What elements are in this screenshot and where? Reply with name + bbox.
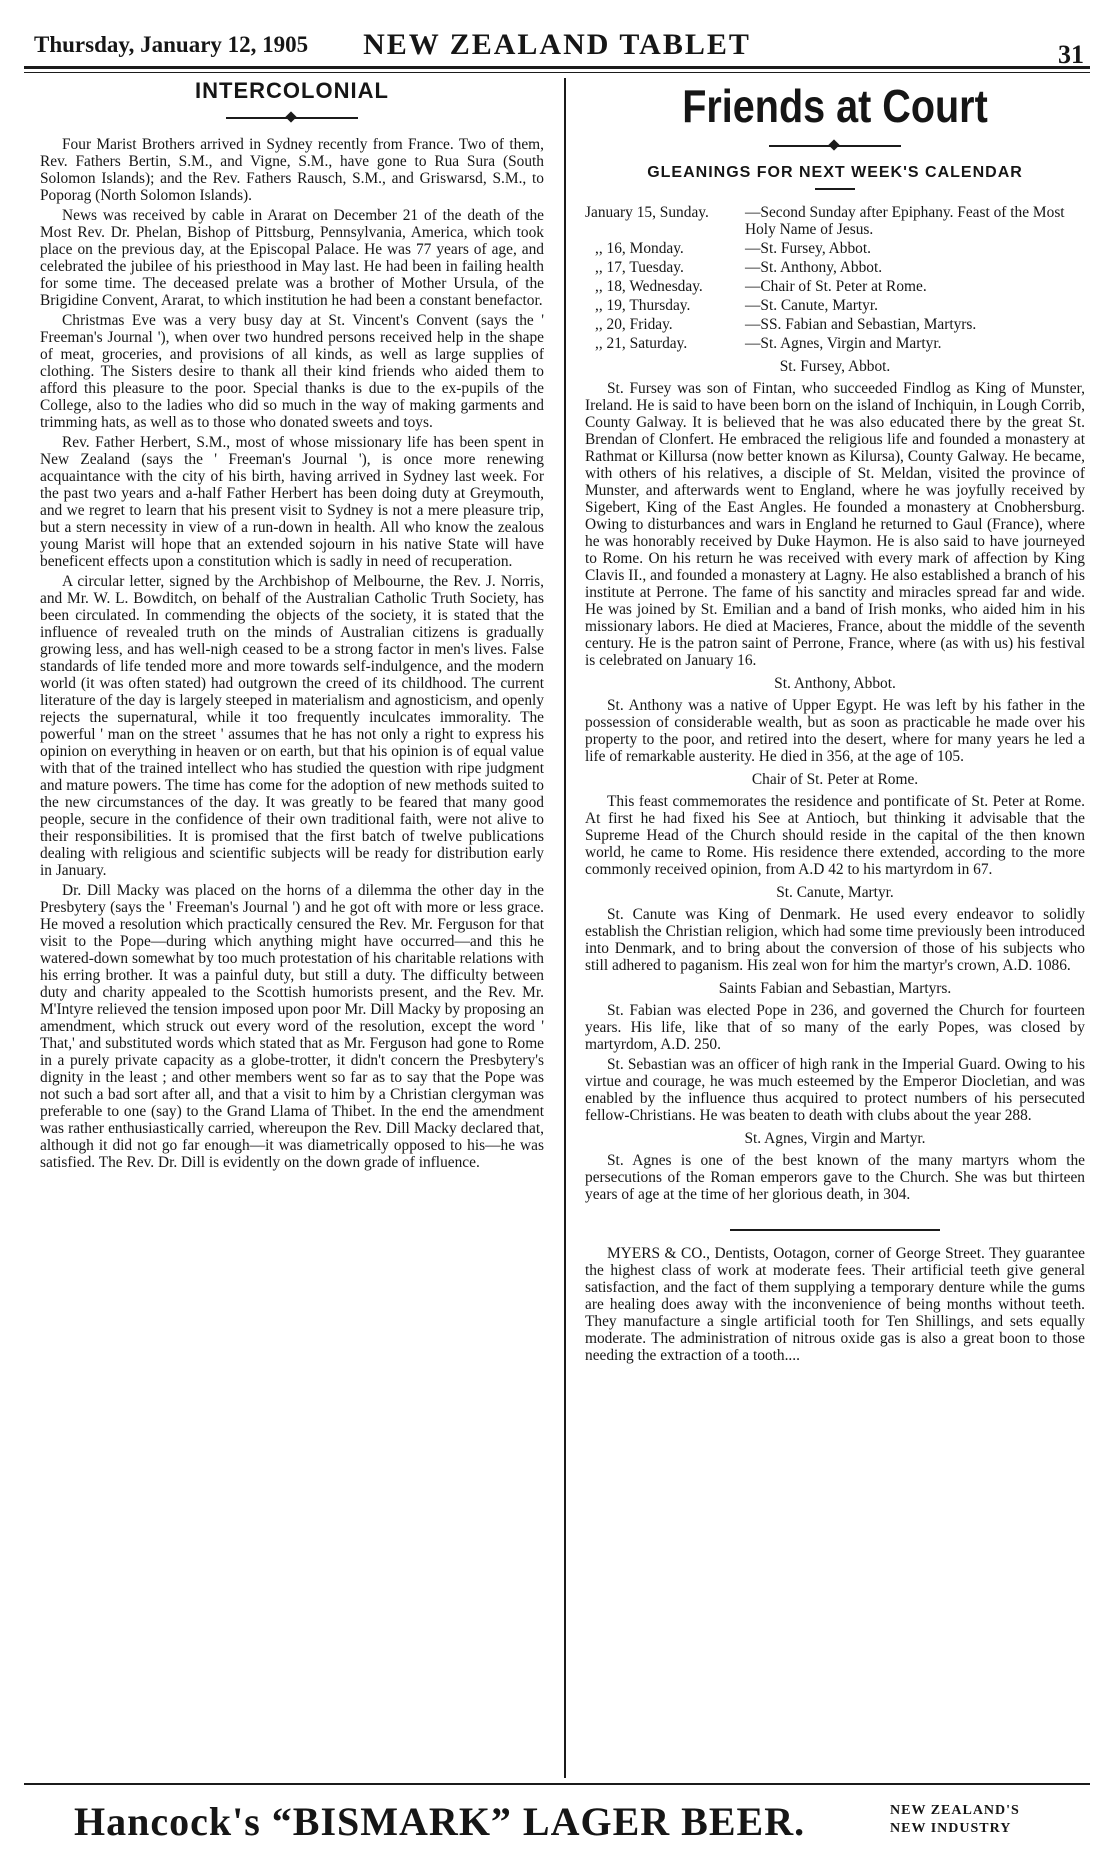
issue-date: Thursday, January 12, 1905 (34, 32, 309, 57)
calendar-entry (585, 316, 1085, 333)
calendar-feast: —St. Canute, Martyr. (745, 297, 878, 314)
calendar-entry (585, 259, 1085, 276)
saint-heading: St. Anthony, Abbot. (774, 675, 896, 692)
calendar-list (585, 204, 1085, 352)
saint-paragraph: This feast commemorates the residence and pontificate of St. Peter at Rome. At first he had fixed his See at Antioch, but thinking it advisable that the Supreme Head of the Church should reside in the capital of the then known world, he came to Rome. His residence there extended, according to the more commonly received opinion, from A.D 42 to his martyrdom in 67. (585, 793, 1085, 878)
calendar-date: ,, 21, Saturday. (595, 335, 688, 352)
saint-heading: St. Canute, Martyr. (776, 884, 894, 901)
ornament-divider (769, 140, 901, 152)
calendar-entry (585, 240, 1085, 257)
saint-paragraph: St. Fursey was son of Fintan, who succeeded Findlog as King of Munster, Ireland. He is said to have been born on the island of Inchiquin, in Lough Corrib, County Galway. It is believed that he was also educated there by the great St. Brendan of Clonfert. He embraced the religious life and founded a monastery at Rathmat or Killursa (now better known as Kilursa), County Galway. He became, with others of his relatives, a disciple of St. Meldan, visited the province of Munster, and afterwards went to England, where he was joyfully received by Sigebert, King of the East Angles. He founded a monastery at Cnobhersburg. Owing to disturbances and wars in England he returned to Gaul (France), where he was honorably received by Duke Haymon. He is also said to have journeyed to Rome. On his return he was received with every mark of affection by King Clavis II., and founded a monastery at Lagny. He also established a branch of his institute at Perrone. The fame of his sanctity and miracles spread far and wide. He was joined by St. Emilian and a band of Irish monks, who aided him in his missionary labors. He died at Macieres, France, about the middle of the seventh century. He is the patron saint of Perrone, France, where (as with us) his festival is celebrated on January 16. (585, 380, 1085, 669)
article-paragraph: News was received by cable in Ararat on December 21 of the death of the Most Rev. Dr. Phelan, Bishop of Pittsburg, Pennsylvania, America, which took place on the previous day, at the Episcopal Palace. He was 77 years of age, and celebrated the jubilee of his priesthood in May last. He had been in failing health for some time. The deceased prelate was a brother of Mother Ursula, of the Brigidine Convent, Ararat, to which institution he had been a constant benefactor. (40, 207, 544, 309)
header-rule (24, 66, 1090, 69)
calendar-subheading: GLEANINGS FOR NEXT WEEK'S CALENDAR (647, 164, 1023, 181)
footer-rule (24, 1783, 1090, 1785)
saint-heading: St. Fursey, Abbot. (779, 358, 891, 375)
saint-paragraph: St. Agnes is one of the best known of the many martyrs whom the persecutions of the Roman emperors gave to the Church. She was but thirteen years of age at the time of her glorious death, in 304. (585, 1152, 1085, 1203)
article-paragraph: Christmas Eve was a very busy day at St. Vincent's Convent (says the ' Freeman's Journal '), when over two hundred persons received help in the shape of meat, groceries, and provisions of all kinds, as well as large supplies of clothing. The Sisters desire to thank all their kind friends who aided them to afford this pleasure to the poor. Special thanks is due to the ex-pupils of the College, also to the ladies who did so much in the way of making garments and trimming hats, as well as to those who donated sweets and toys. (40, 312, 544, 431)
calendar-entry (585, 297, 1085, 314)
page-footer-advert (24, 1788, 1090, 1848)
advert-tagline (890, 1802, 1020, 1838)
calendar-entry (585, 204, 1085, 238)
advert-rule (730, 1229, 940, 1231)
calendar-feast: —St. Anthony, Abbot. (745, 259, 883, 276)
calendar-feast: —St. Agnes, Virgin and Martyr. (745, 335, 942, 352)
saint-paragraph: St. Sebastian was an officer of high rank in the Imperial Guard. Owing to his virtue and courage, he was much esteemed by the Emperor Diocletian, and was enabled by the influence thus acquired to protect numbers of his persecuted fellow-Christians. He was beaten to death with clubs about the year 288. (585, 1056, 1085, 1124)
calendar-feast: —St. Fursey, Abbot. (745, 240, 871, 257)
calendar-entry (585, 278, 1085, 295)
calendar-date: ,, 16, Monday. (595, 240, 684, 257)
intercolonial-column (40, 78, 544, 1778)
diamond-icon (828, 139, 839, 150)
advert-tagline-line: NEW INDUSTRY (890, 1821, 1012, 1836)
calendar-date: ,, 18, Wednesday. (595, 278, 703, 295)
saint-heading: Chair of St. Peter at Rome. (751, 771, 919, 788)
dentist-advertisement: MYERS & CO., Dentists, Ootagon, corner of George Street. They guarantee the highest class of work at moderate fees. Their artificial teeth give general satisfaction, and the fact of them supplying a temporary denture while the gums are healing does away with the inconvenience of being months without teeth. They manufacture a single artificial tooth for Ten Shillings, and sets equally moderate. The administration of nitrous oxide gas is also a great boon to those needing the extraction of a tooth.... (585, 1245, 1085, 1364)
saint-paragraph: St. Anthony was a native of Upper Egypt. He was left by his father in the possession of considerable wealth, but as soon as practicable he made over his property to the poor, and retired into the desert, where for many years he led a life of remarkable austerity. He died in 356, at the age of 105. (585, 697, 1085, 765)
masthead-title: NEW ZEALAND TABLET (363, 28, 751, 61)
column-divider (564, 78, 566, 1778)
header-rule-thin (24, 72, 1090, 73)
calendar-feast: —Chair of St. Peter at Rome. (745, 278, 927, 295)
article-paragraph: Dr. Dill Macky was placed on the horns of a dilemma the other day in the Presbytery (says the ' Freeman's Journal ') and he got oft with more or less grace. He moved a resolution which practically censured the Rev. Mr. Ferguson for that visit to the Pope—during which anything might have occurred—and this he watered-down somewhat by too much protestation of his charitable relations with his erring brother. It was a painful duty, but still a duty. The difficulty between duty and charity appealed to the Scottish humorists present, and the Rev. Mr. M'Intyre relieved the tension imposed upon poor Mr. Dill Macky by proposing an amendment, which struck out every word of the resolution, except the word ' That,' and substituted words which stated that as Mr. Ferguson had gone to Rome in a purely private capacity as a globe-trotter, it didn't concern the Presbytery's dignity in the least ; and other members went so far as to say that the Pope was not such a bad sort after all, and that a visit to him by a Christian clergyman was preferable to one (say) to the Grand Llama of Thibet. In the end the amendment was rather enthusiastically carried, whereupon the Rev. Dill Macky declared that, although it did not go far enough—it was diametrically opposed to his—he was satisfied. The Rev. Dr. Dill is evidently on the down grade of influence. (40, 882, 544, 1171)
page-header (24, 30, 1090, 68)
page-number: 31 (1058, 40, 1084, 69)
friends-at-court-column (585, 78, 1085, 1778)
beer-advert-slogan: Hancock's “BISMARK” LAGER BEER. (74, 1799, 806, 1844)
article-paragraph: A circular letter, signed by the Archbishop of Melbourne, the Rev. J. Norris, and Mr. W. L. Bowditch, on behalf of the Australian Catholic Truth Society, has been circulated. In commending the objects of the society, it is stated that the influence of revealed truth on the minds of Australian citizens is gradually growing less, and has well-nigh ceased to be a strong factor in men's lives. False standards of life tended more and more towards self-indulgence, and the modern world (it was often stated) had outgrown the creed of its childhood. The current literature of the day is largely steeped in materialism and agnosticism, and openly rejects the supernatural, while it too frequently inculcates immorality. The powerful ' man on the street ' assumes that he has not only a right to express his opinion on everything in heaven or on earth, but that his opinion is of equal value with that of the trained intellect who has studied the question with ripe judgment and mature powers. The time has come for the adoption of new methods suited to the new circumstances of the day. It was greatly to be feared that many good people, secure in the confidence of their own traditional faith, were not alive to their responsibilities. It is promised that the first batch of twelve publications dealing with religious and scientific subjects will be ready for distribution early in January. (40, 573, 544, 879)
advert-tagline-line: NEW ZEALAND'S (890, 1803, 1020, 1818)
short-rule (815, 188, 855, 190)
saint-heading: Saints Fabian and Sebastian, Martyrs. (718, 980, 952, 997)
saint-paragraph: St. Canute was King of Denmark. He used every endeavor to solidly establish the Christian religion, which had some time previously been introduced into Denmark, and to bring about the conversion of those of his subjects who still adhered to paganism. His zeal won for him the martyr's crown, A.D. 1086. (585, 906, 1085, 974)
calendar-date: ,, 20, Friday. (595, 316, 673, 333)
saint-heading: St. Agnes, Virgin and Martyr. (744, 1130, 926, 1147)
article-paragraph: Four Marist Brothers arrived in Sydney recently from France. Two of them, Rev. Fathers Bertin, S.M., and Vigne, S.M., have gone to Rua Sura (South Solomon Islands); and the Rev. Fathers Rausch, S.M., and Griswarsd, S.M., to Poporag (North Solomon Islands). (40, 136, 544, 204)
calendar-feast: —SS. Fabian and Sebastian, Martyrs. (745, 316, 977, 333)
diamond-icon (285, 111, 296, 122)
calendar-entry (585, 335, 1085, 352)
calendar-date: ,, 19, Thursday. (595, 297, 691, 314)
article-paragraph: Rev. Father Herbert, S.M., most of whose missionary life has been spent in New Zealand (says the ' Freeman's Journal '), is once more renewing acquaintance with the city of his birth, having arrived in Sydney last week. For the past two years and a-half Father Herbert has been doing duty at Greymouth, and we regret to learn that his present visit to Sydney is not a mere pleasure trip, but a stern necessity in view of a run-down in health. All who know the zealous young Marist will hope that an extended sojourn in his native State will have beneficent effects upon a constitution which is sadly in need of recuperation. (40, 434, 544, 570)
section-heading-friends-at-court: Friends at Court (682, 80, 988, 132)
calendar-feast: —Second Sunday after Epiphany. Feast of the Most Holy Name of Jesus. (745, 204, 1065, 238)
section-heading-intercolonial: INTERCOLONIAL (195, 78, 389, 103)
calendar-date: ,, 17, Tuesday. (595, 259, 684, 276)
calendar-date: January 15, Sunday. (585, 204, 709, 221)
saint-paragraph: St. Fabian was elected Pope in 236, and governed the Church for fourteen years. His life, like that of so many of the early Popes, was closed by martyrdom, A.D. 250. (585, 1002, 1085, 1053)
ornament-divider (226, 112, 358, 124)
